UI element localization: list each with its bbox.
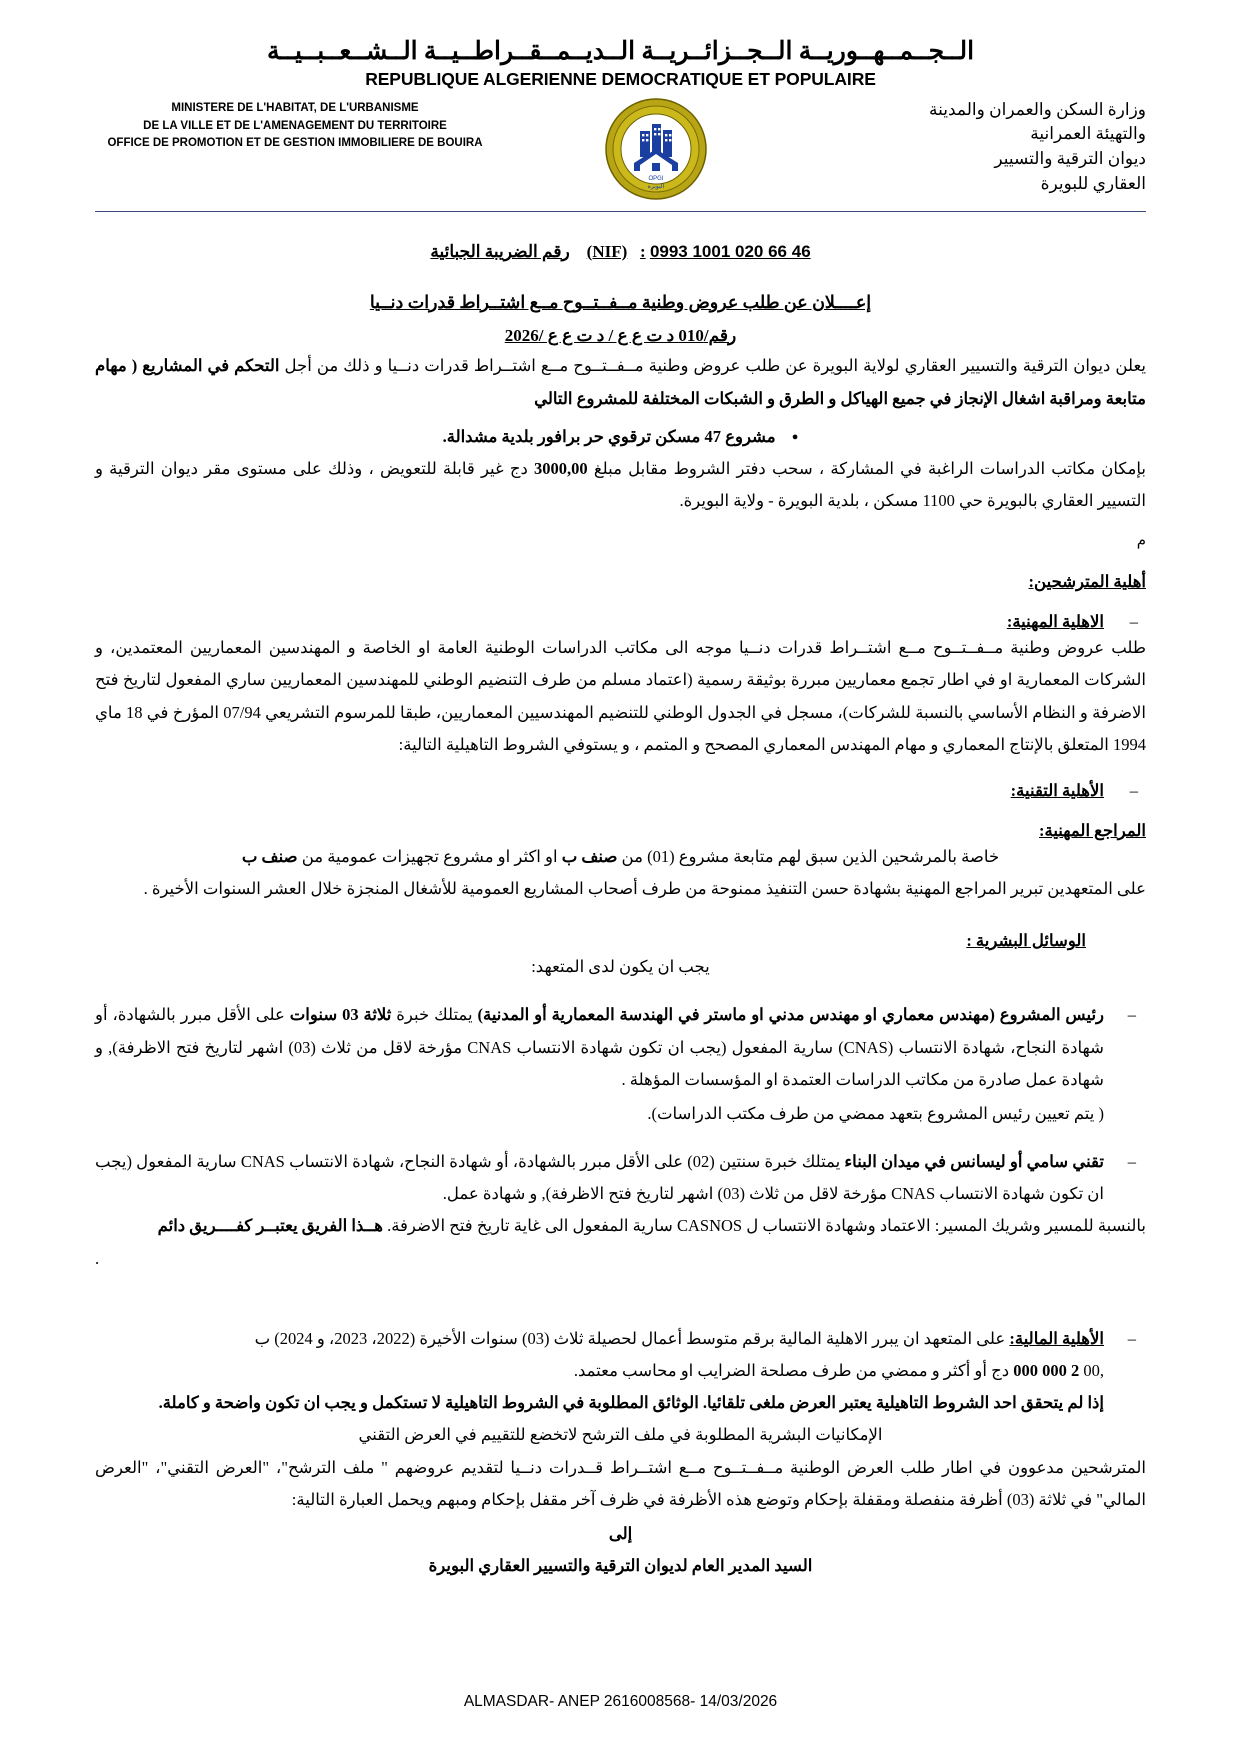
section-heading-human-resources: الوسائل البشرية : bbox=[966, 931, 1086, 951]
section-heading-candidates-eligibility: أهلية المترشحين: bbox=[1028, 572, 1146, 592]
intro-paragraph bbox=[95, 350, 1146, 414]
hr-list-item-project-manager bbox=[95, 999, 1146, 1130]
project-name: مشروع 47 مسكن ترقوي حر برافور بلدية مشدالة. bbox=[442, 426, 776, 446]
hr-item1-note: ( يتم تعيين رئيس المشروع بتعهد ممضي من طرف مكتب الدراسات). bbox=[647, 1103, 1104, 1123]
references-line-1 bbox=[95, 841, 1146, 873]
human-resources-closing bbox=[95, 1210, 1146, 1242]
human-resources-list bbox=[95, 999, 1146, 1210]
document-body bbox=[0, 242, 1241, 1582]
announcement-title-block bbox=[95, 288, 1146, 351]
purchase-amount: 3000,00 bbox=[534, 458, 588, 478]
dash-marker: – bbox=[1129, 780, 1138, 800]
intro-text-part-2: التحكم في المشاريع ( مهام متابعة ومراقبة اشغال الإنجاز في جميع الهياكل و الطرق و الشبكات المختلفة للمشروع التالي bbox=[95, 356, 1146, 408]
nif-line bbox=[95, 242, 1146, 262]
references-category-2: صنف ب bbox=[241, 846, 298, 866]
section-heading-technical-eligibility bbox=[95, 781, 1146, 801]
hr-role-project-manager: رئيس المشروع (مهندس معماري او مهندس مدني او ماستر في الهندسة المعمارية أو المدنية) bbox=[477, 1005, 1105, 1025]
addressee-name: السيد المدير العام لديوان الترقية والتسيير العقاري البويرة bbox=[428, 1556, 813, 1576]
purchase-text-part-2: دج غير قابلة للتعويض ، وذلك على مستوى مقر ديوان الترقية و التسيير العقاري بالبويرة حي 1100 مسكن ، بلدية البويرة - ولاية البويرة. bbox=[95, 458, 1146, 511]
republic-title-arabic: الــجــمــهــوريــة الــجــزائــريــة الــديــمــقــراطــيــة الــشــعــبــيــة bbox=[266, 38, 975, 65]
svg-text:البويرة: البويرة bbox=[647, 183, 664, 190]
addressee-to-label: إلى bbox=[608, 1523, 633, 1543]
purchase-text-part-1: بإمكان مكاتب الدراسات الراغبة في المشاركة ، سحب دفتر الشروط مقابل مبلغ bbox=[587, 458, 1146, 478]
ministry-french-line-1: MINISTERE DE L'HABITAT, DE L'URBANISME bbox=[171, 101, 419, 114]
human-resources-intro: يجب ان يكون لدى المتعهد: bbox=[531, 957, 710, 977]
technical-eligibility-label: الأهلية التقنية: bbox=[1010, 780, 1104, 800]
hr-item1-text-1: يمتلك خبرة bbox=[391, 1005, 478, 1025]
hr-item2-text: يمتلك خبرة سنتين (02) على الأقل مبرر بالشهادة، أو شهادة النجاح، شهادة الانتساب CNAS سارية المفعول (يجب ان تكون شهادة الانتساب CNAS مؤرخة لاقل من ثلاث (03) اشهر لتاريخ فتح الاظرفة), و شهادة عمل. bbox=[95, 1152, 1104, 1204]
ministry-block-arabic bbox=[816, 96, 1146, 197]
hr-experience-years-1: ثلاثة 03 سنوات bbox=[289, 1005, 392, 1025]
republic-title-french: REPUBLIQUE ALGERIENNE DEMOCRATIQUE ET POPULAIRE bbox=[365, 68, 876, 89]
nif-label: رقم الضريبة الجبائية bbox=[430, 241, 570, 261]
announcement-title: إعــــلان عن طلب عروض وطنية مــفــتــوح مــع اشتــراط قدرات دنــيا bbox=[369, 291, 872, 312]
announcement-number: رقم/010 د ت ع ع / د ت ع ع /2026 bbox=[504, 325, 737, 345]
header-columns bbox=[95, 96, 1146, 201]
opgi-seal-icon bbox=[604, 97, 708, 201]
section-heading-professional-eligibility bbox=[95, 612, 1146, 632]
hr-list-item-technician bbox=[95, 1146, 1146, 1210]
eligibility-warning: إذا لم يتحقق احد الشروط التاهيلية يعتبر العرض ملغى تلقائيا. الوثائق المطلوبة في الشروط التاهيلية لا تستكمل و يجب ان تكون واضحة و كاملة. bbox=[158, 1393, 1104, 1413]
nif-value: 0993 1001 020 66 46 bbox=[649, 241, 811, 261]
svg-text:OPGI: OPGI bbox=[647, 175, 664, 182]
financial-amount-suffix: دج أو أكثر و ممضي من طرف مصلحة الضرايب او محاسب معتمد. bbox=[573, 1361, 1014, 1380]
purchase-paragraph bbox=[95, 453, 1146, 517]
hr-closing-emphasis: هــذا الفريق يعتبــر كفــــريق دائم bbox=[157, 1216, 383, 1236]
hr-closing-text: بالنسبة للمسير وشريك المسير: الاعتماد وشهادة الانتساب ل CASNOS سارية المفعول الى غاية تاريخ فتح الاضرفة. bbox=[382, 1216, 1146, 1236]
financial-amount-decimals: ,00 bbox=[1079, 1361, 1104, 1380]
hr-closing-period: . bbox=[95, 1248, 100, 1268]
financial-amount-line bbox=[95, 1355, 1104, 1387]
references-text-part-2: او اكثر او مشروع تجهيزات عمومية من bbox=[297, 846, 562, 866]
document-header bbox=[0, 0, 1241, 201]
envelopes-paragraph: المترشحين مدعوون في اطار طلب العرض الوطنية مــفــتــوح مــع اشتــراط قــدرات دنــيا لتقديم عروضهم " ملف الترشح"، "العرض التقني"، "العرض المالي" في ثلاثة (03) أظرفة منفصلة ومقفلة بإحكام وتوضع هذه الأظرفة في ظرف آخر مقفل بإحكام ومبهم ويحمل العبارة التالية: bbox=[95, 1457, 1146, 1509]
stray-character: م bbox=[1136, 533, 1146, 550]
financial-eligibility-list bbox=[95, 1323, 1146, 1420]
ministry-arabic-line-2: والتهيئة العمرانية bbox=[1030, 124, 1146, 144]
professional-eligibility-body: طلب عروض وطنية مــفــتــوح مــع اشتــراط قدرات دنــيا موجه الى مكاتب الدراسات الوطنية العامة او الخاصة و المهندسين المعماريين المعتمدين، و الشركات المعمارية او في اطار تجمع معماريين مبررة بوثيقة رسمية (اعتماد مسلم من طرف التنضيم الوطني للمهندسين المعماريين ساري المفعول لتاريخ فتح الاضرفة و النظام الأساسي بالنسبة للشركات)، مسجل في الجدول الوطني للتنضيم المهندسيين المعماريين، طبقا للمرسوم التشريعي 07/94 المؤرخ في 18 ماي 1994 المتعلق بالإنتاج المعماري و مهام المهندس المعماري المصحح و المتمم ، و يستوفي الشروط التاهيلية التالية: bbox=[95, 638, 1147, 754]
document-footer: ALMASDAR- ANEP 2616008568- 14/03/2026 bbox=[463, 1693, 778, 1710]
professional-eligibility-label: الاهلية المهنية: bbox=[1006, 612, 1104, 632]
references-category-1: صنف ب bbox=[561, 846, 618, 866]
ministry-arabic-line-4: العقاري للبويرة bbox=[1040, 173, 1146, 193]
ministry-arabic-line-3: ديوان الترقية والتسيير bbox=[994, 149, 1146, 169]
technical-offer-note: الإمكانيات البشرية المطلوبة في ملف الترشح لاتخضع للتقييم في العرض التقني bbox=[358, 1425, 883, 1445]
nif-colon: : bbox=[640, 241, 646, 261]
ministry-arabic-line-1: وزارة السكن والعمران والمدينة bbox=[929, 99, 1146, 119]
ministry-french-line-3: OFFICE DE PROMOTION ET DE GESTION IMMOBILIERE DE BOUIRA bbox=[107, 137, 483, 150]
project-bullet bbox=[95, 421, 1146, 453]
references-line-2: على المتعهدين تبرير المراجع المهنية بشهادة حسن التنفيذ ممنوحة من طرف أصحاب المشاريع العمومية للأشغال المنجزة خلال العشر السنوات الأخيرة . bbox=[143, 879, 1146, 899]
hr-item1-text-2: على الأقل مبرر بالشهادة، أو شهادة النجاح، شهادة الانتساب (CNAS) سارية المفعول (يجب ان تكون شهادة الانتساب CNAS مؤرخة لاقل من ثلاث (03) اشهر لتاريخ فتح الاظرفة), و شهادة عمل صادرة من مكاتب الدراسات العتمدة او المؤسسات المؤهلة . bbox=[95, 1005, 1104, 1089]
references-text-part-1: خاصة بالمرشحين الذين سبق لهم متابعة مشروع (01) من bbox=[617, 846, 1000, 866]
nif-abbreviation: (NIF) bbox=[586, 241, 628, 261]
header-divider bbox=[95, 211, 1146, 212]
intro-text-part-1: يعلن ديوان الترقية والتسيير العقاري لولاية البويرة عن طلب عروض وطنية مــفــتــوح مــع اشتــراط قدرات دنــيا و ذلك من أجل bbox=[279, 356, 1147, 376]
section-heading-professional-references: المراجع المهنية: bbox=[1038, 820, 1146, 840]
financial-eligibility-item bbox=[95, 1323, 1146, 1420]
ministry-block-french bbox=[95, 96, 495, 153]
hr-role-technician: تقني سامي أو ليسانس في ميدان البناء bbox=[844, 1152, 1104, 1172]
financial-amount-value: 2 000 000 bbox=[1013, 1361, 1080, 1380]
financial-eligibility-text: على المتعهد ان يبرر الاهلية المالية برقم متوسط أعمال لحصيلة ثلاث (03) سنوات الأخيرة (2022، 2023، و 2024) ب bbox=[254, 1328, 1010, 1348]
ministry-french-line-2: DE LA VILLE ET DE L'AMENAGEMENT DU TERRITOIRE bbox=[143, 119, 447, 132]
opgi-logo bbox=[601, 96, 711, 201]
financial-eligibility-label: الأهلية المالية: bbox=[1009, 1328, 1104, 1348]
dash-marker: – bbox=[1129, 612, 1138, 632]
